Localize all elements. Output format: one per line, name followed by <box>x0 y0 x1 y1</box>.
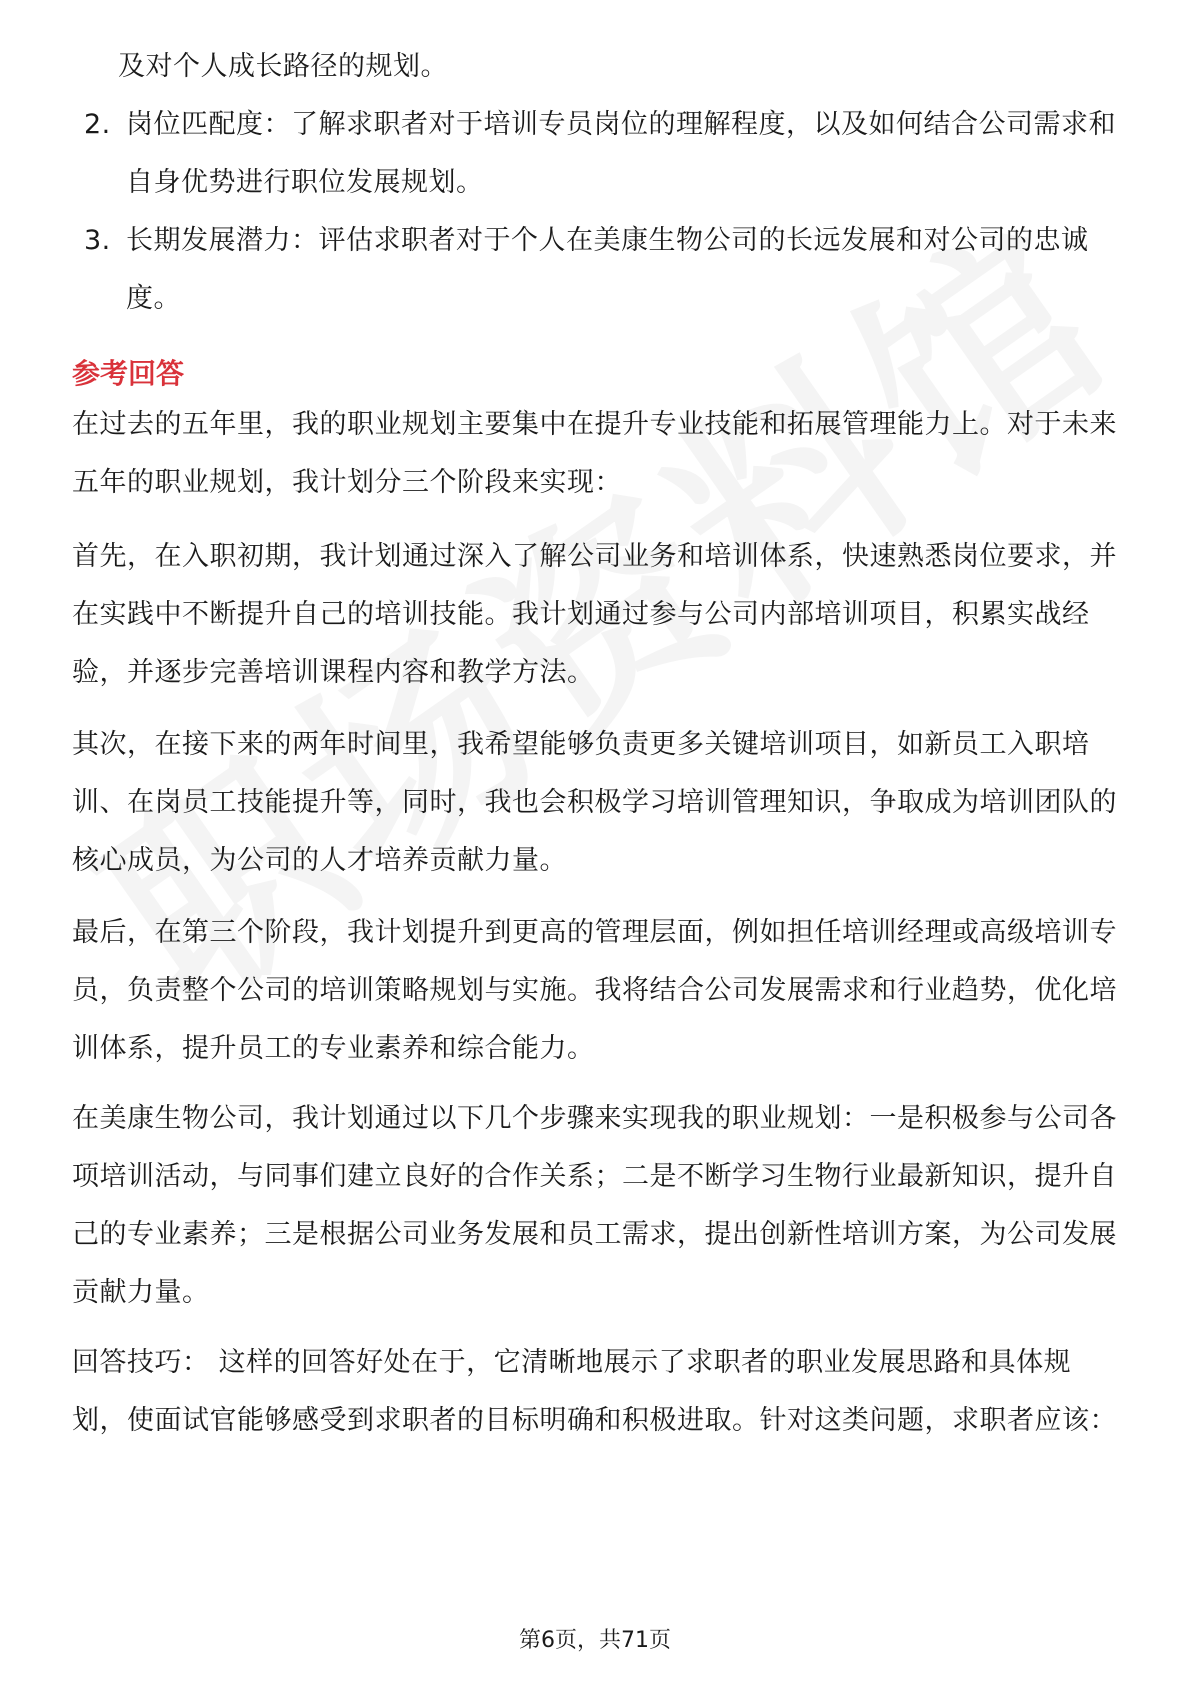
paragraph-answer-tips: 回答技巧： 这样的回答好处在于，它清晰地展示了求职者的职业发展思路和具体规划，使面试官能够感受到求职者的目标明确和积极进取。针对这类问题，求职者应该： <box>72 1347 1117 1436</box>
intro-line: 及对个人成长路径的规划。 <box>118 51 448 82</box>
paragraph-intro: 在过去的五年里，我的职业规划主要集中在提升专业技能和拓展管理能力上。对于未来五年的职业规划，我计划分三个阶段来实现： <box>72 409 1117 498</box>
list-item-number: 2. <box>84 109 111 140</box>
list-item <box>72 212 1124 328</box>
paragraph-second-stage: 其次，在接下来的两年时间里，我希望能够负责更多关键培训项目，如新员工入职培训、在岗员工技能提升等，同时，我也会积极学习培训管理知识，争取成为培训团队的核心成员，为公司的人才培养贡献力量。 <box>72 729 1117 876</box>
paragraph-third-stage: 最后，在第三个阶段，我计划提升到更高的管理层面，例如担任培训经理或高级培训专员，负责整个公司的培训策略规划与实施。我将结合公司发展需求和行业趋势，优化培训体系，提升员工的专业素养和综合能力。 <box>72 917 1117 1064</box>
paragraph-company-plan: 在美康生物公司，我计划通过以下几个步骤来实现我的职业规划：一是积极参与公司各项培训活动，与同事们建立良好的合作关系；二是不断学习生物行业最新知识，提升自己的专业素养；三是根据公司业务发展和员工需求，提出创新性培训方案，为公司发展贡献力量。 <box>72 1103 1117 1308</box>
list-item-text: 岗位匹配度：了解求职者对于培训专员岗位的理解程度，以及如何结合公司需求和自身优势进行职位发展规划。 <box>126 109 1116 198</box>
section-heading: 参考回答 <box>72 357 185 390</box>
numbered-list <box>72 96 1124 328</box>
page-footer: 第6页，共71页 <box>519 1628 671 1653</box>
list-item-text: 长期发展潜力：评估求职者对于个人在美康生物公司的长远发展和对公司的忠诚度。 <box>126 225 1089 314</box>
list-item-number: 3. <box>84 225 111 256</box>
paragraph-first-stage: 首先，在入职初期，我计划通过深入了解公司业务和培训体系，快速熟悉岗位要求，并在实践中不断提升自己的培训技能。我计划通过参与公司内部培训项目，积累实战经验，并逐步完善培训课程内容和教学方法。 <box>72 541 1117 688</box>
list-item <box>72 96 1124 212</box>
